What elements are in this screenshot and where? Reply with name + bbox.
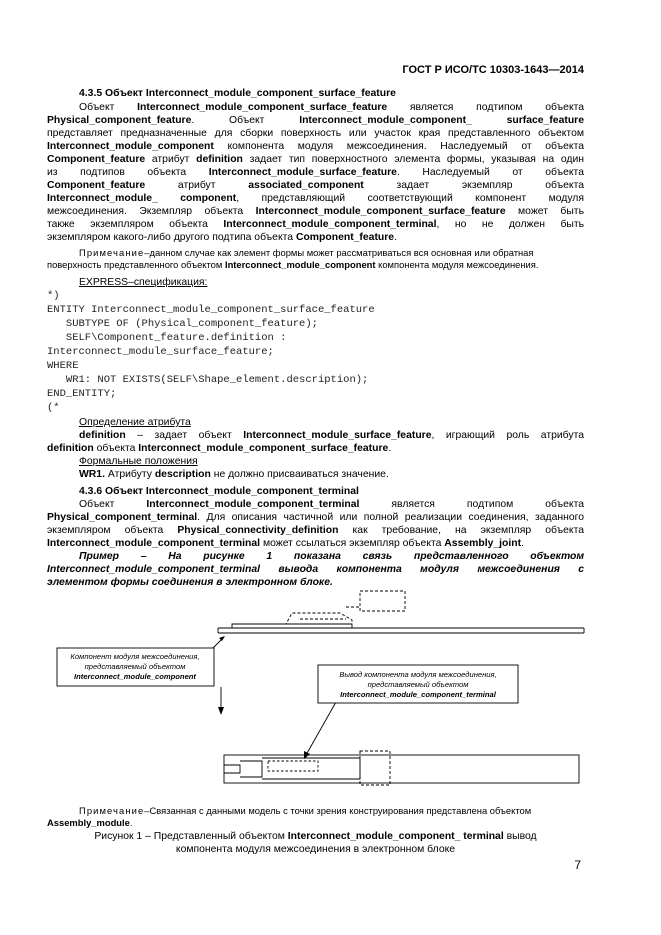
para-line: также экземпляром объекта Interconnect_module_component_terminal, но не должен быть bbox=[47, 219, 585, 230]
page-number: 7 bbox=[574, 858, 581, 872]
bottom-note-line: Assembly_module. bbox=[47, 817, 133, 828]
para-line: Interconnect_module_ component, представляющий соответствующий компонент модуля bbox=[47, 193, 584, 204]
pad-outline bbox=[232, 624, 352, 628]
para-line: Physical_component_terminal. Для описания частичной или полной реализации соединения, заданного bbox=[47, 512, 584, 523]
lead-outline-dashed bbox=[244, 613, 352, 624]
code-line: SELF\Component_feature.definition : bbox=[47, 332, 287, 344]
code-line: WHERE bbox=[47, 360, 79, 372]
code-line: (* bbox=[47, 402, 60, 414]
component-box-dashed bbox=[360, 591, 405, 611]
example-line: элементом формы соединения в электронном блоке. bbox=[47, 577, 333, 588]
section-heading-4-3-6: 4.3.6 Объект Interconnect_module_component_terminal bbox=[79, 486, 359, 497]
note-line: Примечание–данном случае как элемент формы может рассматриваться вся основная или обратная bbox=[79, 247, 534, 258]
para-line: Объект Interconnect_module_component_terminal является подтипом объекта bbox=[79, 499, 584, 510]
express-label: EXPRESS–спецификация: bbox=[79, 277, 208, 288]
label-left-line3: Interconnect_module_component bbox=[74, 672, 196, 681]
code-line: SUBTYPE OF (Physical_component_feature); bbox=[47, 318, 318, 330]
figure-caption-line2: компонента модуля межсоединения в электронном блоке bbox=[175, 844, 456, 855]
attribute-line: definition – задает объект Interconnect_module_surface_feature, играющий роль атрибута bbox=[79, 430, 585, 441]
figure-1-drawing bbox=[0, 585, 661, 815]
section-heading-4-3-5: 4.3.5 Объект Interconnect_module_component_surface_feature bbox=[79, 88, 396, 99]
figure-caption-line1: Рисунок 1 – Представленный объектом Interconnect_module_component_ terminal вывод bbox=[94, 831, 537, 842]
code-line: ENTITY Interconnect_module_component_surface_feature bbox=[47, 304, 375, 316]
formal-heading: Формальные положения bbox=[79, 456, 198, 467]
lower-component-dashed bbox=[360, 751, 390, 785]
para-line: Interconnect_module_component компонента модуля межсоединения. Наследуемый от объекта bbox=[47, 141, 584, 152]
label-left-line1: Компонент модуля межсоединения, bbox=[70, 652, 200, 661]
label-right-line2: представляемый объектом bbox=[367, 680, 469, 689]
para-line: экземпляром объекта Physical_connectivity_definition как требование, на экземпляр объекта bbox=[47, 525, 584, 536]
code-line: *) bbox=[47, 290, 60, 302]
note-line: поверхность представленного объектом Interconnect_module_component компонента модуля межсоединения. bbox=[47, 259, 539, 270]
para-line: экземпляром какого-либо другого подтипа объекта Component_feature. bbox=[47, 232, 397, 243]
para-line: Interconnect_module_component_terminal может ссылаться экземпляр объекта Assembly_joint. bbox=[47, 538, 524, 549]
label-right-line1: Вывод компонента модуля межсоединения, bbox=[339, 670, 497, 679]
standard-header: ГОСТ Р ИСО/ТС 10303-1643—2014 bbox=[402, 64, 584, 76]
formal-line: WR1. Атрибуту description не должно присваиваться значение. bbox=[79, 469, 389, 480]
bottom-note-line: Примечание–Связанная с данными модель с точки зрения конструирования представлена объектом bbox=[79, 805, 532, 816]
para-line: Component_feature атрибут definition задает тип поверхностного элемента формы, указывая на один bbox=[47, 154, 584, 165]
code-line: END_ENTITY; bbox=[47, 388, 117, 400]
example-line: Пример – На рисунке 1 показана связь представленного объектом bbox=[79, 551, 585, 562]
example-line: Interconnect_module_component_terminal вывода компонента модуля межсоединения с bbox=[47, 564, 585, 575]
label-right-line3: Interconnect_module_component_terminal bbox=[340, 690, 496, 699]
para-line: представляет предназначенные для сборки поверхность или участок края представленного объектом bbox=[47, 128, 584, 139]
code-line: Interconnect_module_surface_feature; bbox=[47, 346, 274, 358]
para-line: Physical_component_feature. Объект Interconnect_module_component_ surface_feature bbox=[47, 115, 584, 126]
attribute-heading: Определение атрибута bbox=[79, 417, 191, 428]
label-left-line2: представляемый объектом bbox=[84, 662, 186, 671]
para-line: из подтипов объекта Interconnect_module_surface_feature. Наследуемый от объекта bbox=[47, 167, 584, 178]
attribute-line: definition объекта Interconnect_module_component_surface_feature. bbox=[47, 443, 392, 454]
para-line: Объект Interconnect_module_component_surface_feature является подтипом объекта bbox=[79, 102, 585, 113]
code-line: WR1: NOT EXISTS(SELF\Shape_element.description); bbox=[47, 374, 369, 386]
para-line: Component_feature атрибут associated_component задает экземпляр объекта bbox=[47, 180, 585, 191]
para-line: межсоединения. Экземпляр объекта Interconnect_module_component_surface_feature может быть bbox=[47, 206, 584, 217]
